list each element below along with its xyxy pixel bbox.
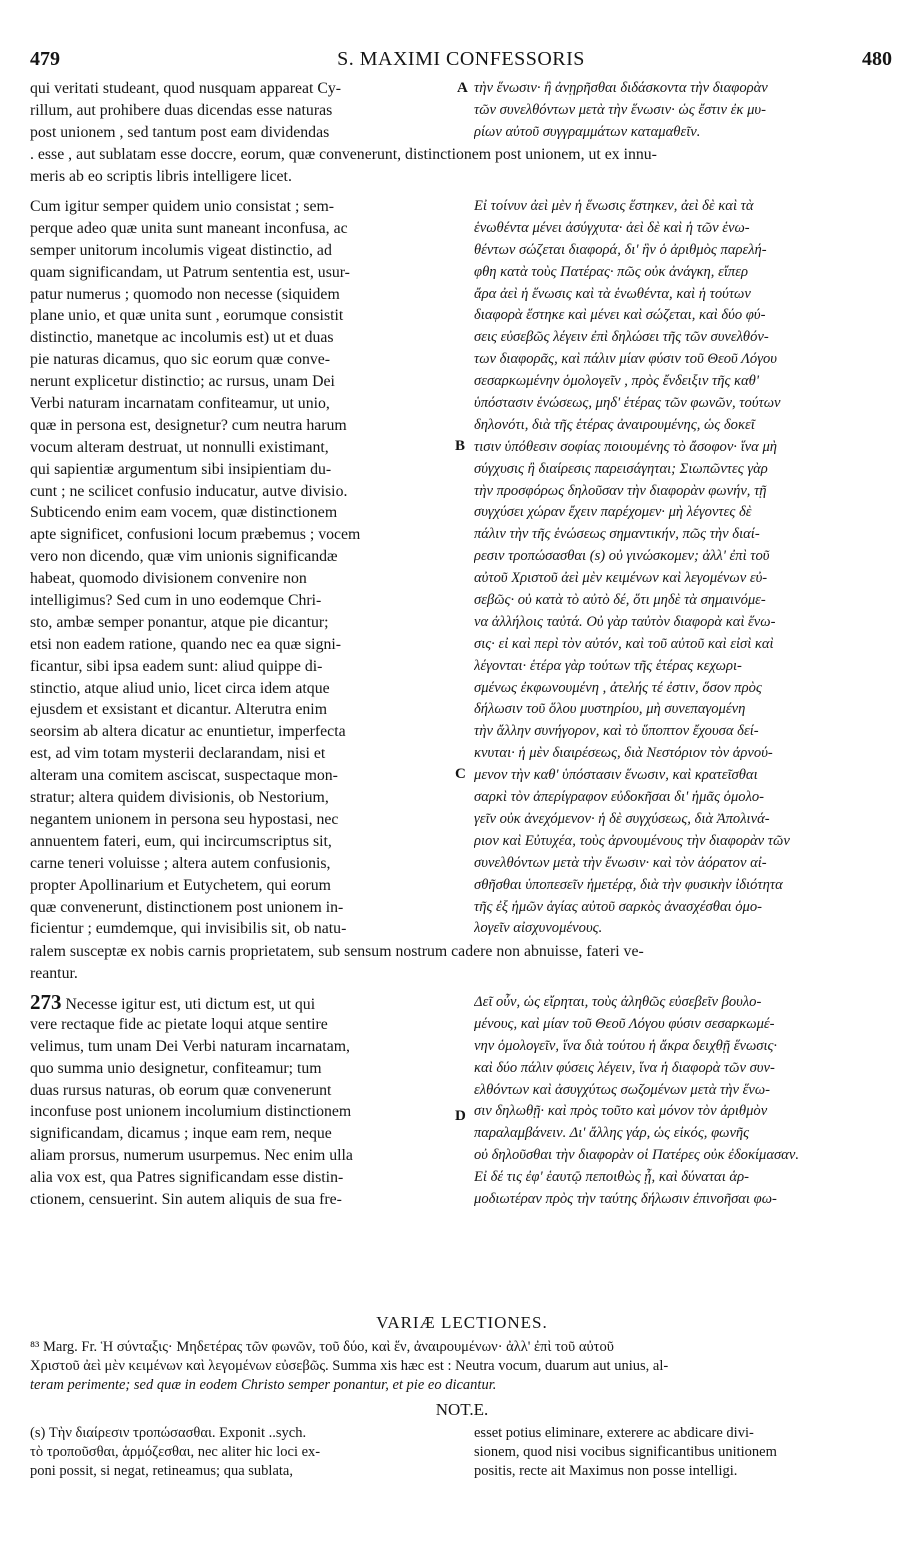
text-line: Εἰ δέ τις ἐφ' ἑαυτῷ πεποιθὼς ᾖ, καὶ δύναται ἁρ-	[474, 1169, 749, 1186]
text-line: habeat, quomodo divisionem convenire non	[30, 570, 307, 588]
text-line: meris ab eo scriptis libris intelligere licet.	[30, 167, 292, 185]
text-line: καὶ δύο πάλιν φύσεις λέγειν, ἵνα ἡ διαφορὰ τῶν συν-	[474, 1059, 775, 1076]
text-line: . esse , aut sublatam esse doccre, eorum, quæ convenerunt, distinctionem post unionem, ut ex innu-	[30, 146, 657, 163]
text-line: των διαφορᾶς, καὶ πάλιν μίαν φύσιν τοῦ Θεοῦ Λόγου	[474, 351, 777, 368]
section-number: 273	[30, 992, 62, 1014]
text-line: sionem, quod nisi vocibus significantibus unitionem	[474, 1444, 777, 1460]
text-line: μενον τὴν καθ' ὑπόστασιν ἕνωσιν, καὶ κρατεῖσθαι	[474, 767, 758, 784]
text-line: μοδιωτέραν πρὸς τὴν ταύτης δήλωσιν ἐπινοῆσαι φω-	[474, 1191, 777, 1208]
text-line: διαφορὰ ἕστηκε καὶ μένει καὶ σώζεται, καὶ δύο φύ-	[474, 307, 766, 324]
text-line: ficantur, sibi ipsa eadem sunt: aliud quippe di-	[30, 657, 323, 675]
margin-letter-c: C	[455, 766, 466, 782]
text-line: qui sapientiæ argumentum sibi insipientiam du-	[30, 460, 332, 478]
page-number-left: 479	[30, 48, 60, 70]
text-line: ἑνωθέντα μένει ἀσύγχυτα· ἀεὶ δὲ καὶ ἡ τῶν ἑνω-	[474, 219, 750, 236]
text-line: πάλιν τὴν τῆς ἑνώσεως σημαντικήν, πῶς τὴν διαί-	[474, 526, 760, 543]
text-line: reantur.	[30, 964, 78, 982]
text-line: Subticendo enim eam vocem, quæ distinctionem	[30, 504, 338, 522]
text-line: patur numerus ; quomodo non necesse (siquidem	[30, 285, 340, 303]
variae-lectiones	[30, 1338, 890, 1395]
latin-second-column	[30, 992, 453, 1211]
text-line: aliam prorsus, numerum usurpemus. Nec enim ulla	[30, 1147, 353, 1165]
text-line: ralem susceptæ ex nobis carnis proprietatem, sub sensum nostrum cadere non abnuisse, fateri ve-	[30, 943, 644, 960]
text-line: Χριστοῦ ἀεὶ μὲν κειμένων καὶ λεγομένων εὐσεβῶς. Summa xis hæc est : Neutra vocum, duarum aut unius, al-	[30, 1358, 669, 1374]
text-line: οὐ δηλοῦσθαι τὴν διαφορὰν οἱ Πατέρες οὐκ ἐδοκίμασαν.	[474, 1147, 799, 1164]
latin-main-column	[30, 196, 453, 940]
text-line: vere rectaque fide ac pietate loqui atque sentire	[30, 1015, 328, 1033]
text-line: est, ad vim totam mysterii declarandam, nisi et	[30, 745, 326, 763]
text-line: positis, recte ait Maximus non posse intelligi.	[474, 1463, 738, 1479]
text-line: intelligimus? Sed cum in uno eodemque Chri-	[30, 592, 322, 610]
text-line: ριον καὶ Εὐτυχέα, τοὺς ἀρνουμένους τὴν διαφορὰν τῶν	[474, 832, 790, 849]
text-line: συνελθόντων μετὰ τὴν ἕνωσιν· καὶ τὸν ἀόρατον αἰ-	[474, 854, 767, 871]
text-line: ελθόντων καὶ ἀσυγχύτως σωζομένων μετὰ τὴν ἕνω-	[474, 1081, 771, 1098]
text-line: (s) Τὴν διαίρεσιν τροπώσασθαι. Exponit ..sych.	[30, 1425, 307, 1441]
notes-left-column	[30, 1424, 453, 1481]
text-line: φθη κατὰ τοὺς Πατέρας· πῶς οὐκ ἀνάγκη, εἴπερ	[474, 263, 748, 280]
text-line: σθῆσθαι ὑποπεσεῖν ἡμετέρᾳ, διὰ τὴν φυσικὴν ἰδιότητα	[474, 876, 783, 893]
text-line: nerunt explicetur distinctio; ac rursus, unam Dei	[30, 373, 335, 391]
text-line: λογεῖν αἰσχυνομένους.	[474, 920, 603, 937]
text-line: plane unio, et quæ unita sunt , eorumque consistit	[30, 307, 344, 325]
text-line: τὴν προσφόρως δηλοῦσαν τὴν διαφορὰν φωνήν, τῇ	[474, 482, 767, 499]
text-line: μένους, καὶ μίαν τοῦ Θεοῦ Λόγου φύσιν σεσαρκωμέ-	[474, 1015, 775, 1032]
text-line: ejusdem et exsistant et dicantur. Alterutra enim	[30, 701, 327, 719]
text-line: σεβῶς· οὐ κατὰ τὸ αὐτὸ δέ, ὅτι μηδὲ τὰ σημαινόμε-	[474, 592, 766, 609]
text-line: να ἀλλήλοις ταὐτά. Οὐ γὰρ ταὐτὸν διαφορὰ καὶ ἕνω-	[474, 613, 776, 630]
margin-letter-b: B	[455, 438, 466, 454]
greek-main-column	[474, 196, 884, 940]
text-line: propter Apollinarium et Eutychetem, qui eorum	[30, 876, 331, 894]
text-line: τῆς ἐξ ἡμῶν ἁγίας αὐτοῦ σαρκὸς ἀνασχέσθαι ὁμο-	[474, 898, 763, 915]
text-line: Εἰ τοίνυν ἀεὶ μὲν ἡ ἕνωσις ἕστηκεν, ἀεὶ δὲ καὶ τὰ	[474, 198, 754, 214]
greek-top-column	[474, 78, 884, 144]
text-line: qui veritati studeant, quod nusquam appareat Cy-	[30, 80, 342, 97]
page-number-right: 480	[862, 48, 892, 70]
text-line: ⁸³ Marg. Fr. Ἡ σύνταξις· Μηδετέρας τῶν φωνῶν, τοῦ δύο, καὶ ἕν, ἀναιρουμένων· ἀλλ' ἐπὶ τοῦ αὐτοῦ	[30, 1339, 614, 1355]
text-line: λέγονται· ἑτέρα γὰρ τούτων τῆς ἑτέρας κεχωρι-	[474, 657, 742, 674]
text-line: τὴν ἕνωσιν· ἢ ἀνῃρῆσθαι διδάσκοντα τὴν διαφορὰν	[474, 80, 768, 96]
text-line: αὐτοῦ Χριστοῦ ἀεὶ μὲν κειμένων καὶ λεγομένων εὐ-	[474, 570, 768, 587]
text-line: etsi non eadem ratione, quando nec ea quæ signi-	[30, 635, 342, 653]
text-line: perque adeo quæ unita sunt maneant inconfusa, ac	[30, 219, 348, 237]
text-span: Necesse igitur est, uti dictum est, ut qui	[65, 996, 316, 1013]
text-line: cunt ; ne scilicet confusio inducatur, autve divisio.	[30, 482, 348, 500]
text-line: κνυται· ἡ μὲν διαιρέσεως, διὰ Νεστόριον τὸν ἀρνού-	[474, 745, 773, 762]
text-line: seorsim ab altera dicatur ac enuntietur, imperfecta	[30, 723, 346, 741]
text-line: σεσαρκωμένην ὁμολογεῖν , πρὸς ἔνδειξιν τῆς καθ'	[474, 373, 759, 390]
text-line: ficientur ; eumdemque, qui invisibilis sit, ob natu-	[30, 920, 347, 938]
full-width-text-2	[30, 941, 886, 985]
text-line: alteram una comitem asciscat, suspectaque mon-	[30, 767, 338, 785]
text-line: vocum alteram destruat, ut nonnulli existimant,	[30, 438, 329, 456]
text-line: σμένως ἐκφωνουμένη , ἀτελής τέ ἐστιν, ὅσον πρὸς	[474, 679, 762, 696]
notes-title: NOT.E.	[435, 1400, 489, 1419]
variae-lectiones-title: VARIÆ LECTIONES.	[376, 1313, 548, 1332]
text-line: ρίων αὐτοῦ συγγραμμάτων καταμαθεῖν.	[474, 123, 701, 140]
text-line: ρεσιν τροπώσασθαι (s) οὐ γινώσκομεν; ἀλλ' ἐπὶ τοῦ	[474, 548, 770, 565]
text-line	[30, 992, 453, 1014]
text-line: δήλωσιν τοῦ ὅλου μυστηρίου, μὴ συνεπαγομένη	[474, 701, 746, 718]
text-line: σις· εἰ καὶ περὶ τὸν αὐτόν, καὶ τοῦ αὐτοῦ καὶ εἰσὶ καὶ	[474, 635, 774, 652]
text-line: teram perimente; sed quæ in eodem Christo semper ponantur, et pie eo dicantur.	[30, 1377, 497, 1393]
text-line: τῶν συνελθόντων μετὰ τὴν ἕνωσιν· ὡς ἔστιν ἐκ μυ-	[474, 101, 766, 118]
text-line: δηλονότι, διὰ τῆς ἑτέρας ἀναιρουμένης, ὡς δοκεῖ	[474, 416, 755, 433]
text-line: distinctio, manetque ac incolumis est) ut et duas	[30, 329, 334, 347]
text-line: stinctio, atque aliud unio, licet circa idem atque	[30, 679, 330, 697]
text-line: quæ convenerunt, distinctionem post unionem in-	[30, 898, 344, 916]
text-line: τὸ τροποῦσθαι, ἁρμόζεσθαι, nec aliter hic loci ex-	[30, 1444, 321, 1460]
running-header	[30, 48, 892, 74]
text-line: ὑπόστασιν ἑνώσεως, μηδ' ἑτέρας τῶν φωνῶν, τούτων	[474, 395, 781, 412]
text-line: inconfuse post unionem incolumium distinctionem	[30, 1103, 352, 1121]
text-line: παραλαμβάνειν. Δι' ἄλλης γάρ, ὡς εἰκός, φωνῆς	[474, 1125, 750, 1142]
text-line: rillum, aut prohibere duas dicendas esse naturas	[30, 101, 333, 119]
text-line: esset potius eliminare, exterere ac abdicare divi-	[474, 1425, 754, 1441]
text-line: συγχύσει χώραν ἔχειν παρέχομεν· μὴ λέγοντες δὲ	[474, 504, 752, 521]
text-line: semper unitorum incolumis vigeat distinctio, ad	[30, 241, 332, 259]
text-line: ctionem, censuerint. Sin autem aliquis de sua fre-	[30, 1191, 342, 1209]
text-line: quæ in persona est, designetur? cum neutra harum	[30, 416, 347, 434]
text-line: velimus, tum unam Dei Verbi naturam incarnatam,	[30, 1037, 350, 1055]
text-line: vero non dicendo, quæ vim unionis significandæ	[30, 548, 338, 566]
latin-top-column	[30, 78, 453, 144]
text-line: alia vox est, qua Patres significandam esse distin-	[30, 1169, 344, 1187]
text-line: σαρκὶ τὸν ἀπερίγραφον εὐδοκῆσαι δι' ἡμᾶς ὁμολο-	[474, 789, 765, 806]
text-line: annuentem fateri, eum, qui incircumscriptus sit,	[30, 832, 332, 850]
text-line: duas rursus naturas, ob eorum quæ convenerunt	[30, 1081, 332, 1099]
text-line: pie naturas dicamus, quo sic eorum quæ conve-	[30, 351, 331, 369]
text-line: τισιν ὑπόθεσιν σοφίας ποιουμένης τὸ ἄσοφον· ἵνα μὴ	[474, 438, 778, 455]
text-line: significandam, dicamus ; inque eam rem, neque	[30, 1125, 332, 1143]
text-line: negantem unionem in persona seu hypostasi, nec	[30, 810, 339, 828]
text-line: γεῖν οὐκ ἀνεχόμενον· ἡ δὲ συγχύσεως, διὰ Ἀπολινά-	[474, 810, 770, 827]
text-line: νην ὁμολογεῖν, ἵνα διὰ τούτου ἡ ἄκρα δειχθῇ ἕνωσις·	[474, 1037, 778, 1054]
text-line: sto, ambæ semper ponantur, atque pie dicantur;	[30, 613, 329, 631]
greek-second-column	[474, 992, 884, 1211]
full-width-text	[30, 144, 886, 188]
text-line: carne teneri voluisse ; altera autem confusionis,	[30, 854, 331, 872]
text-line: ἄρα ἀεὶ ἡ ἕνωσις καὶ τὰ ἑνωθέντα, καὶ ἡ τούτων	[474, 285, 751, 302]
text-line: σύγχυσις ἢ διαίρεσις παρεισάγηται; Σιωπῶντες γὰρ	[474, 460, 768, 477]
text-line: quo summa unio designetur, confiteamur; tum	[30, 1059, 322, 1077]
text-line: post unionem , sed tantum post eam dividendas	[30, 123, 330, 141]
text-line: σιν δηλωθῇ· καὶ πρὸς τοῦτο καὶ μόνον τὸν ἀριθμὸν	[474, 1103, 768, 1120]
margin-letter-d: D	[455, 1108, 466, 1124]
text-line: Cum igitur semper quidem unio consistat ; sem-	[30, 198, 335, 215]
text-line: σεις εὐσεβῶς λέγειν ἐπὶ δηλώσει τῆς τῶν συνελθόν-	[474, 329, 769, 346]
text-line: θέντων σώζεται διαφορά, δι' ἣν ὁ ἀριθμὸς παρελή-	[474, 241, 767, 258]
text-line: apte significet, confusioni locum præbemus ; vocem	[30, 526, 361, 544]
text-line: τὴν ἄλλην συνήγορον, καὶ τὸ ὕποπτον ἔχουσα δεί-	[474, 723, 759, 740]
text-line: stratur; altera quidem divisionis, ob Nestorium,	[30, 789, 329, 807]
text-line: Δεῖ οὖν, ὡς εἴρηται, τοὺς ἀληθῶς εὐσεβεῖν βουλο-	[474, 994, 762, 1010]
running-title: S. MAXIMI CONFESSORIS	[337, 48, 585, 70]
text-line: Verbi naturam incarnatam confiteamur, ut unio,	[30, 395, 330, 413]
text-line: quam significandam, ut Patrum sententia est, usur-	[30, 263, 350, 281]
text-line: poni possit, si negat, retineamus; qua sublata,	[30, 1463, 293, 1479]
margin-letter-a: A	[457, 80, 468, 96]
notes-right-column	[474, 1424, 884, 1481]
